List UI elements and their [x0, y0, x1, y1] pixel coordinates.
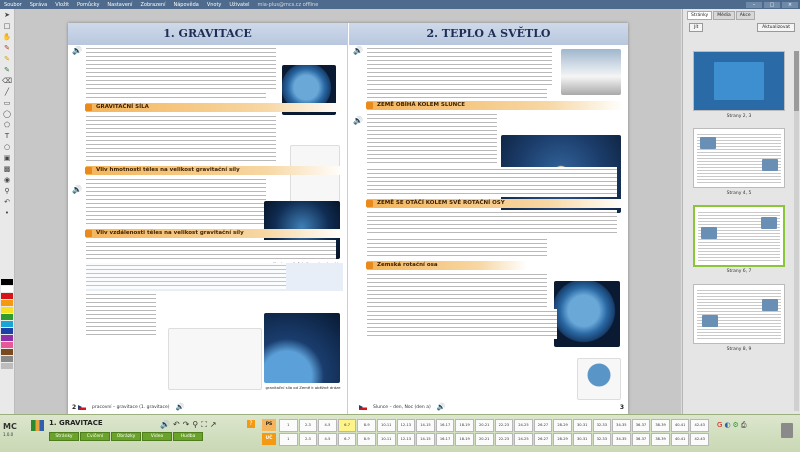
page-number: 3 [619, 404, 624, 411]
content-tabs [49, 432, 203, 441]
books-icon[interactable] [31, 420, 44, 431]
section-heading: Zemská rotační osa [367, 261, 527, 270]
page-number: 2 [72, 404, 77, 411]
sidebar-tabs [683, 9, 800, 20]
page-cell[interactable]: 34-35 [612, 419, 631, 432]
page-cell[interactable]: 32-33 [593, 433, 612, 446]
sidebar-controls [683, 20, 800, 35]
screen-icon[interactable]: ▩ [3, 165, 11, 173]
speaker-icon[interactable]: 🔊 [353, 116, 363, 125]
page-cell[interactable]: 32-33 [593, 419, 612, 432]
page-cell[interactable]: 10-11 [377, 433, 396, 446]
page-cell[interactable]: 36-37 [632, 433, 651, 446]
rotation-text [367, 210, 624, 236]
page-cell[interactable]: 2-3 [299, 419, 318, 432]
book-title: 1. GRAVITACE [49, 419, 103, 427]
google-icon[interactable]: G [717, 421, 723, 429]
speaker-icon[interactable]: 🔊 [175, 403, 185, 411]
page-cell-current[interactable]: 6-7 [338, 419, 357, 432]
page-thumbnail[interactable] [693, 284, 785, 352]
speaker-icon[interactable]: 🔊 [72, 46, 82, 55]
earth-sketch[interactable] [168, 328, 262, 390]
section-heading: Vliv hmotnosti těles na velikost gravitační síly [86, 166, 343, 175]
color-swatch[interactable] [1, 349, 13, 355]
navigation-icons [160, 420, 217, 430]
sound-icon[interactable]: 🔊 [160, 420, 170, 429]
color-swatch[interactable] [1, 300, 13, 306]
scrollbar-thumb[interactable] [794, 51, 799, 111]
pointer-icon[interactable]: ➤ [4, 11, 10, 19]
page-cell[interactable]: 26-27 [534, 419, 553, 432]
menu-insert[interactable]: Vložit [55, 1, 70, 8]
page-cell[interactable]: 6-7 [338, 433, 357, 446]
page-cell[interactable]: 42-43 [690, 419, 709, 432]
color-swatch[interactable] [1, 321, 13, 327]
row-label-uc: UČ [262, 433, 276, 445]
color-palette [1, 279, 13, 370]
highlighter-icon[interactable]: ✎ [4, 55, 10, 63]
close-icon[interactable]: × [782, 2, 798, 8]
text-icon[interactable]: T [4, 132, 10, 140]
image-icon[interactable]: ▣ [3, 154, 11, 162]
page-cell[interactable]: 8-9 [357, 433, 376, 446]
page-strip-bottom [279, 433, 709, 446]
rotation-text-2 [367, 237, 624, 259]
page-cell[interactable]: 20-21 [475, 433, 494, 446]
section-heading: ZEMĚ SE OTÁČÍ KOLEM SVÉ ROTAČNÍ OSY [367, 199, 624, 208]
sidebar-scrollbar[interactable] [794, 51, 799, 411]
cursor-size-icon[interactable]: • [4, 209, 10, 217]
bottom-bar [0, 414, 800, 452]
summary-text [367, 309, 624, 339]
tab-music[interactable]: Hudba [173, 432, 203, 441]
trash-icon[interactable] [781, 423, 793, 438]
orbit-image[interactable] [264, 313, 340, 383]
color-swatch[interactable] [1, 307, 13, 313]
right-footer [359, 403, 618, 411]
minimize-icon[interactable]: – [746, 2, 762, 8]
distance-text [86, 240, 343, 262]
page-cell[interactable]: 38-39 [651, 419, 670, 432]
left-page [68, 23, 348, 415]
row-label-ps: PS [262, 419, 276, 431]
window-controls [746, 0, 798, 9]
color-swatch[interactable] [1, 293, 13, 299]
page-cell[interactable]: 14-15 [416, 433, 435, 446]
image-caption: gravitační síla od Země k oběžné dráze [265, 385, 341, 390]
page-thumbnail[interactable] [693, 51, 785, 119]
page-cell[interactable]: 4-5 [318, 433, 337, 446]
print-icon[interactable]: ⎙ [740, 421, 747, 429]
menu-bar [0, 0, 800, 9]
color-swatch[interactable] [1, 314, 13, 320]
section-heading: Vliv vzdálenosti těles na velikost gravitační síly [86, 229, 343, 238]
menu-help[interactable]: Nápověda [173, 1, 199, 8]
tab-exercises[interactable]: Cvičení [80, 432, 110, 441]
color-swatch[interactable] [1, 363, 13, 369]
tab-pages[interactable]: Stránky [687, 11, 712, 20]
page-thumbnail[interactable] [693, 128, 785, 196]
help-icon[interactable]: ? [247, 420, 255, 428]
tab-pages-bottom[interactable]: Stránky [49, 432, 79, 441]
left-footer [78, 403, 337, 411]
thumbnail-label: Strany 2, 3 [726, 114, 752, 119]
web-icon[interactable]: ◐ [724, 421, 731, 429]
eraser-icon[interactable]: ⌫ [2, 77, 12, 85]
right-page [349, 23, 628, 415]
pages-sidebar [682, 9, 800, 414]
page-cell[interactable]: 24-25 [514, 433, 533, 446]
question-text [86, 91, 343, 101]
camera-icon[interactable]: ◉ [3, 176, 11, 184]
menu-file[interactable]: Soubor [4, 1, 22, 8]
question-text [367, 87, 624, 99]
right-tools [717, 421, 746, 430]
menu-settings[interactable]: Nastavení [107, 1, 133, 8]
speaker-icon[interactable]: 🔊 [436, 403, 446, 411]
shape-icon[interactable]: ⬠ [3, 121, 11, 129]
color-swatch[interactable] [1, 335, 13, 341]
window-title: mia-plus@mcs.cz offline [257, 1, 319, 8]
menu-view[interactable]: Zobrazení [140, 1, 166, 8]
tools-icon[interactable]: ⚙ [732, 421, 739, 429]
page-cell[interactable]: 1 [279, 419, 298, 432]
axis-text [367, 272, 624, 308]
color-swatch[interactable] [1, 286, 13, 292]
speaker-icon[interactable]: 🔊 [72, 185, 82, 194]
thumbnail-label: Strany 8, 9 [726, 347, 752, 352]
logo-version: 1.0.0 [3, 432, 14, 437]
book-canvas [15, 9, 681, 414]
left-page-title: 1. GRAVITACE [68, 23, 347, 45]
page-cell[interactable]: 8-9 [357, 419, 376, 432]
globe-image[interactable] [577, 358, 621, 400]
page-cell[interactable]: 42-43 [690, 433, 709, 446]
footer-text: Slunce – den, Noc (den a) [373, 404, 431, 410]
footer-text: pracovní – gravitace (1. gravitace) [92, 404, 170, 410]
page-cell[interactable]: 12-13 [397, 419, 416, 432]
color-swatch[interactable] [1, 342, 13, 348]
fullscreen-icon[interactable]: ↗ [209, 420, 217, 429]
stamp-icon[interactable]: ○ [3, 143, 11, 151]
thumbnail-label: Strany 6, 7 [726, 269, 752, 274]
page-cell[interactable]: 10-11 [377, 419, 396, 432]
marker-icon[interactable]: ✎ [4, 66, 10, 74]
thumbnail-label: Strany 4, 5 [726, 191, 752, 196]
page-cell[interactable]: 16-17 [436, 419, 455, 432]
menu-user[interactable]: Uživatel [229, 1, 250, 8]
menu-tools[interactable]: Pomůcky [77, 1, 100, 8]
ellipse-icon[interactable]: ◯ [3, 110, 11, 118]
select-icon[interactable]: □ [3, 22, 11, 30]
page-cell[interactable]: 30-31 [573, 419, 592, 432]
search-icon[interactable]: ⚲ [192, 420, 199, 429]
page-cell[interactable]: 28-29 [553, 433, 572, 446]
page-cell[interactable]: 30-31 [573, 433, 592, 446]
redo-arrow-icon[interactable]: ↷ [182, 420, 190, 429]
left-toolbar [0, 9, 15, 414]
app-logo [3, 423, 17, 439]
hand-icon[interactable]: ✋ [2, 33, 12, 41]
undo-arrow-icon[interactable]: ↶ [172, 420, 180, 429]
thumbnail-list [693, 51, 785, 361]
page-cell[interactable]: 34-35 [612, 433, 631, 446]
maximize-icon[interactable]: □ [764, 2, 780, 8]
page-cell[interactable]: 28-29 [553, 419, 572, 432]
go-button[interactable]: Jít [689, 23, 703, 32]
zoom-fit-icon[interactable]: ⛶ [201, 420, 207, 429]
zoom-icon[interactable]: ⚲ [4, 187, 10, 195]
tab-actions[interactable]: Akce [736, 11, 755, 20]
page-cell[interactable]: 24-25 [514, 419, 533, 432]
menu-manage[interactable]: Správa [29, 1, 48, 8]
page-thumbnail[interactable] [693, 205, 785, 274]
page-cell[interactable]: 16-17 [436, 433, 455, 446]
tab-video[interactable]: Video [142, 432, 172, 441]
rectangle-icon[interactable]: ▭ [3, 99, 11, 107]
page-cell[interactable]: 12-13 [397, 433, 416, 446]
page-cell[interactable]: 22-23 [495, 419, 514, 432]
page-cell[interactable]: 18-19 [455, 419, 474, 432]
page-cell[interactable]: 26-27 [534, 433, 553, 446]
exercise-text [86, 292, 156, 337]
page-cell[interactable]: 22-23 [495, 433, 514, 446]
refresh-button[interactable]: Aktualizovat [757, 23, 795, 32]
logo-text: MC [3, 422, 17, 431]
page-cell[interactable]: 18-19 [455, 433, 474, 446]
menu-notes[interactable]: Vnoty [206, 1, 222, 8]
page-cell[interactable]: 40-41 [671, 419, 690, 432]
undo-icon[interactable]: ↶ [4, 198, 10, 206]
page-cell[interactable]: 20-21 [475, 419, 494, 432]
page-strip-top [279, 419, 709, 432]
eu-flag-icon [359, 405, 367, 410]
section-heading: GRAVITAČNÍ SÍLA [86, 103, 343, 112]
orbit-text-2 [367, 167, 624, 197]
distance-info [86, 263, 343, 291]
tab-media[interactable]: Média [713, 11, 735, 20]
page-cell[interactable]: 2-3 [299, 433, 318, 446]
book-spread [68, 23, 628, 415]
page-cell[interactable]: 4-5 [318, 419, 337, 432]
color-swatch[interactable] [1, 279, 13, 285]
page-cell[interactable]: 40-41 [671, 433, 690, 446]
page-cell[interactable]: 14-15 [416, 419, 435, 432]
page-cell[interactable]: 36-37 [632, 419, 651, 432]
speaker-icon[interactable]: 🔊 [353, 46, 363, 55]
color-swatch[interactable] [1, 328, 13, 334]
pen-icon[interactable]: ✎ [4, 44, 10, 52]
tab-images[interactable]: Obrázky [111, 432, 141, 441]
line-icon[interactable]: ╱ [4, 88, 10, 96]
section-heading: ZEMĚ OBÍHÁ KOLEM SLUNCE [367, 101, 624, 110]
page-cell[interactable]: 1 [279, 433, 298, 446]
page-cell[interactable]: 38-39 [651, 433, 670, 446]
color-swatch[interactable] [1, 356, 13, 362]
right-page-title: 2. TEPLO A SVĚTLO [349, 23, 628, 45]
eu-flag-icon [78, 405, 86, 410]
